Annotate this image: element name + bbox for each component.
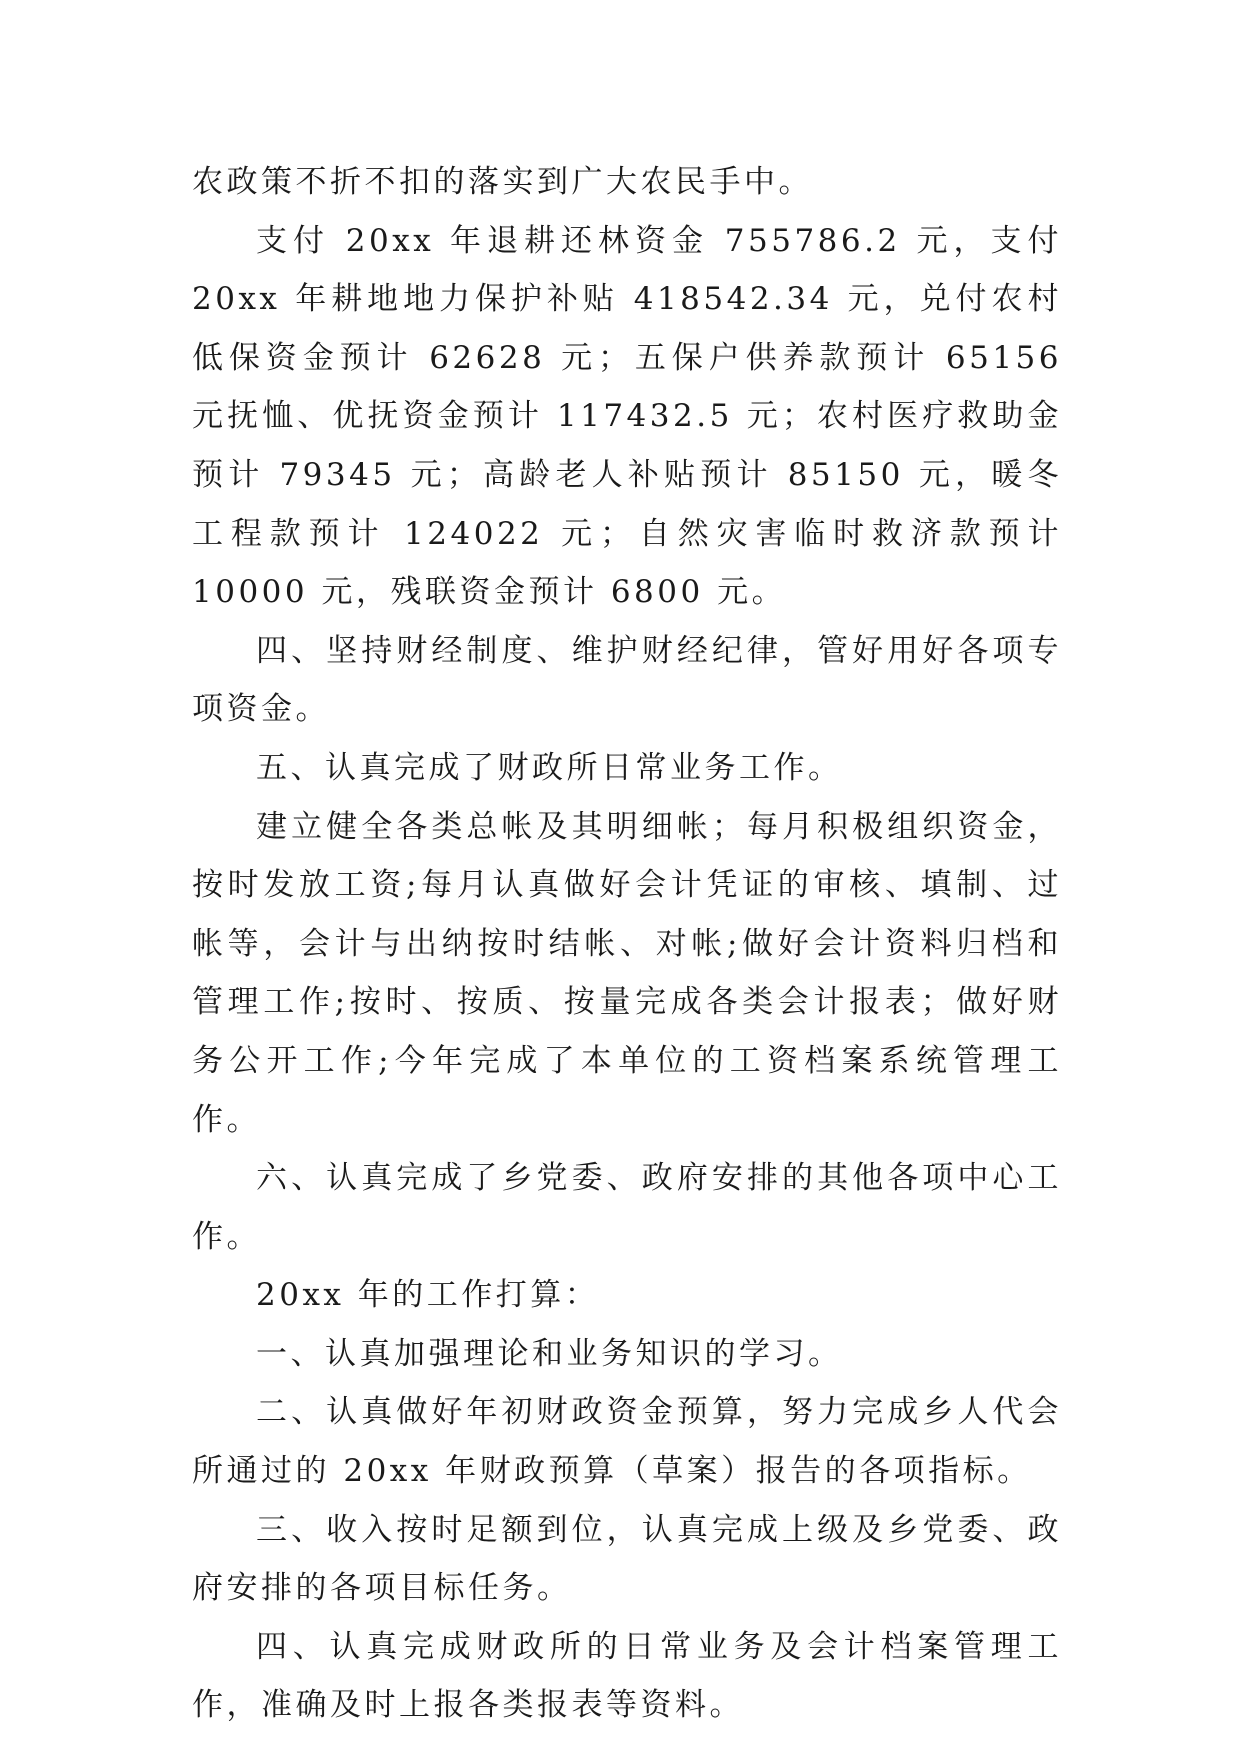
document-page: [192, 153, 1062, 1735]
paragraph-6: 六、认真完成了乡党委、政府安排的其他各项中心工作。: [192, 1160, 1062, 1255]
paragraph-11: 四、认真完成财政所的日常业务及会计档案管理工作，准确及时上报各类报表等资料。: [192, 1628, 1062, 1724]
paragraph-8: 一、认真加强理论和业务知识的学习。: [256, 1335, 843, 1372]
paragraph-1: 农政策不折不扣的落实到广大农民手中。: [192, 164, 813, 200]
paragraph-3: 四、坚持财经制度、维护财经纪律，管好用好各项专项资金。: [192, 632, 1062, 728]
paragraph-7: 20xx 年的工作打算：: [256, 1277, 600, 1314]
paragraph-5: 建立健全各类总帐及其明细帐；每月积极组织资金，按时发放工资;每月认真做好会计凭证的审核、填制、过帐等，会计与出纳按时结帐、对帐;做好会计资料归档和管理工作;按时、按质、按量完成各类会计报表；做好财务公开工作;今年完成了本单位的工资档案系统管理工作。: [192, 808, 1062, 1138]
paragraph-10: 三、收入按时足额到位，认真完成上级及乡党委、政府安排的各项目标任务。: [192, 1511, 1062, 1607]
paragraph-2: 支付 20xx 年退耕还林资金 755786.2 元，支付 20xx 年耕地地力保护补贴 418542.34 元，兑付农村低保资金预计 62628 元；五保户供养款预计 65156 元抚恤、优抚资金预计 117432.5 元；农村医疗救助金预计 79345 元；高龄老人补贴预计 85150 元，暖冬工程款预计 124022 元；自然灾害临时救济款预计 10000 元，残联资金预计 6800 元。: [192, 222, 1062, 611]
paragraph-9: 二、认真做好年初财政资金预算，努力完成乡人代会所通过的 20xx 年财政预算（草案）报告的各项指标。: [192, 1394, 1062, 1490]
paragraph-4: 五、认真完成了财政所日常业务工作。: [256, 749, 843, 786]
